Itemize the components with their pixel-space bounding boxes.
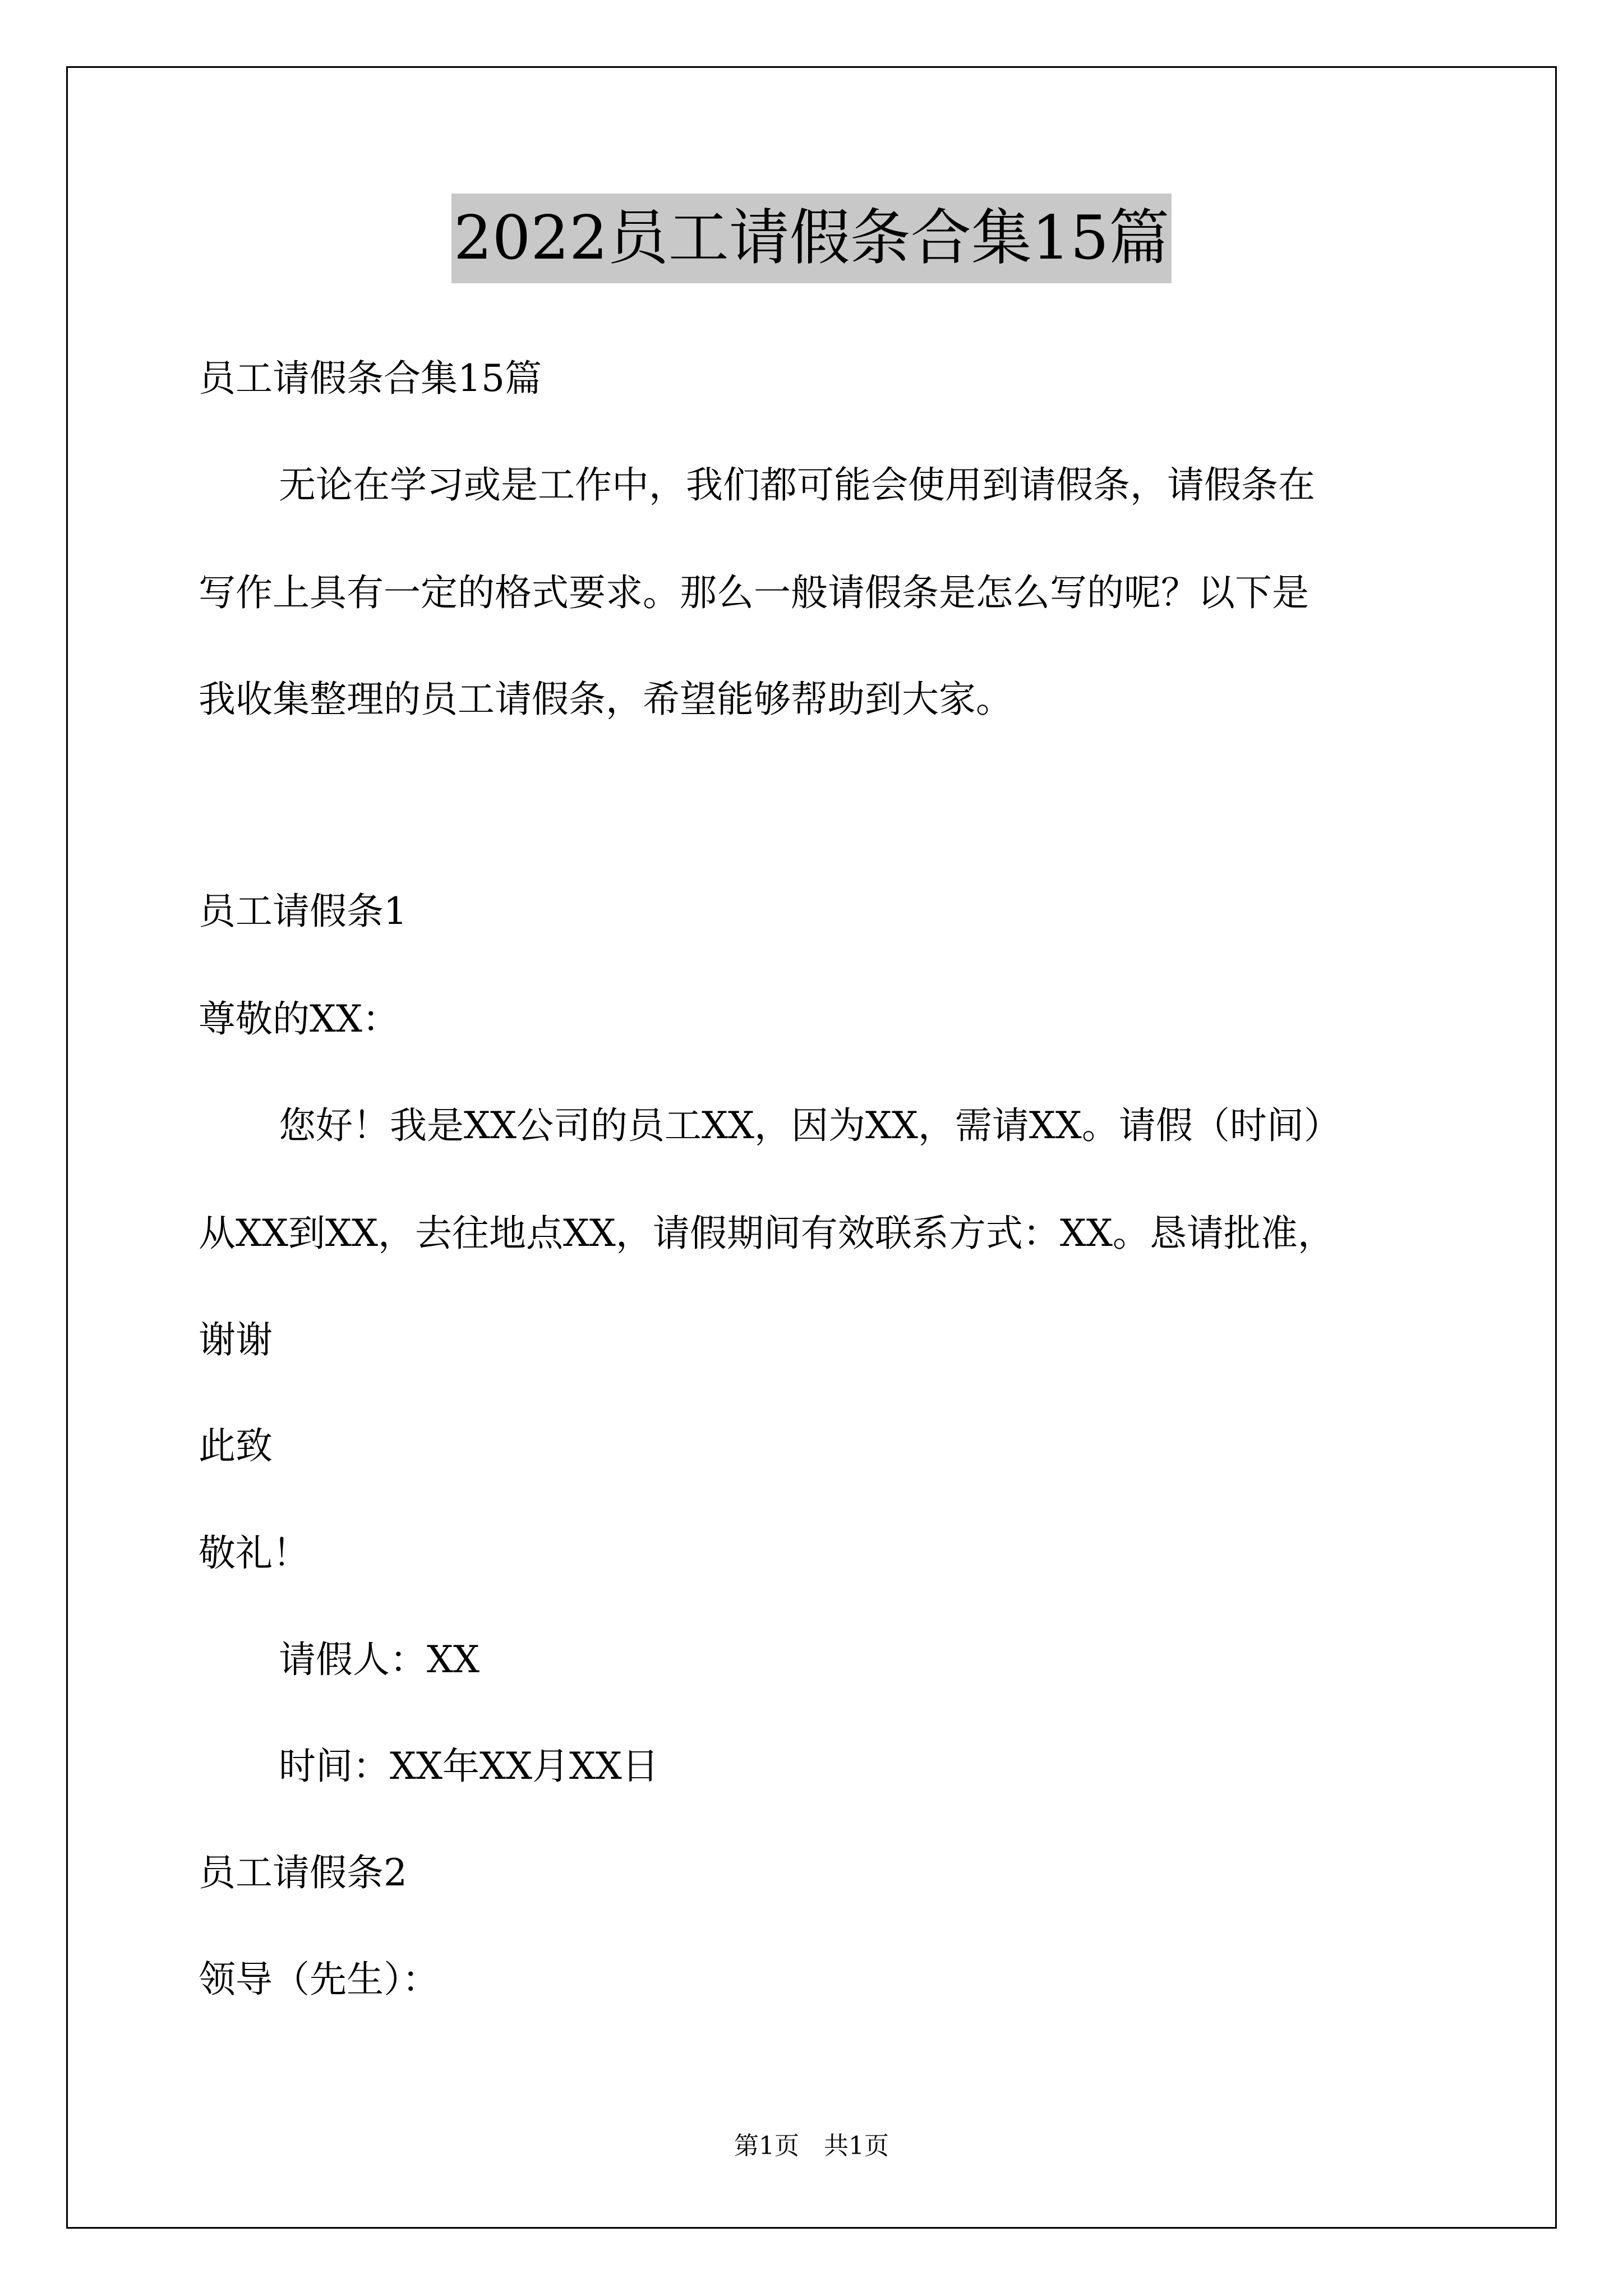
document-title: 2022员工请假条合集15篇: [451, 194, 1172, 283]
page-footer: 第1页 共1页: [734, 2132, 889, 2160]
note1-closing-1: 此致: [199, 1424, 273, 1467]
note2-salutation: 领导（先生）：: [199, 1958, 439, 2001]
note1-heading: 员工请假条1: [199, 890, 407, 933]
note1-salutation: 尊敬的XX：: [199, 997, 399, 1041]
note1-closing-2: 敬礼！: [199, 1531, 310, 1575]
note1-body-line-3: 谢谢: [199, 1318, 273, 1361]
note1-body-line-2: 从XX到XX，去往地点XX，请假期间有效联系方式：XX。恳请批准，: [199, 1212, 1335, 1255]
title-wrap: [0, 194, 1623, 283]
subtitle: 员工请假条合集15篇: [199, 357, 542, 400]
note1-date: 时间：XX年XX月XX日: [279, 1745, 659, 1788]
note2-heading: 员工请假条2: [199, 1851, 407, 1894]
note1-signer: 请假人：XX: [279, 1638, 479, 1681]
intro-line-1: 无论在学习或是工作中，我们都可能会使用到请假条，请假条在: [279, 463, 1315, 507]
intro-line-3: 我收集整理的员工请假条，希望能够帮助到大家。: [199, 678, 1013, 721]
intro-line-2: 写作上具有一定的格式要求。那么一般请假条是怎么写的呢？以下是: [199, 571, 1309, 614]
note1-body-line-1: 您好！我是XX公司的员工XX，因为XX，需请XX。请假（时间）: [279, 1104, 1341, 1147]
